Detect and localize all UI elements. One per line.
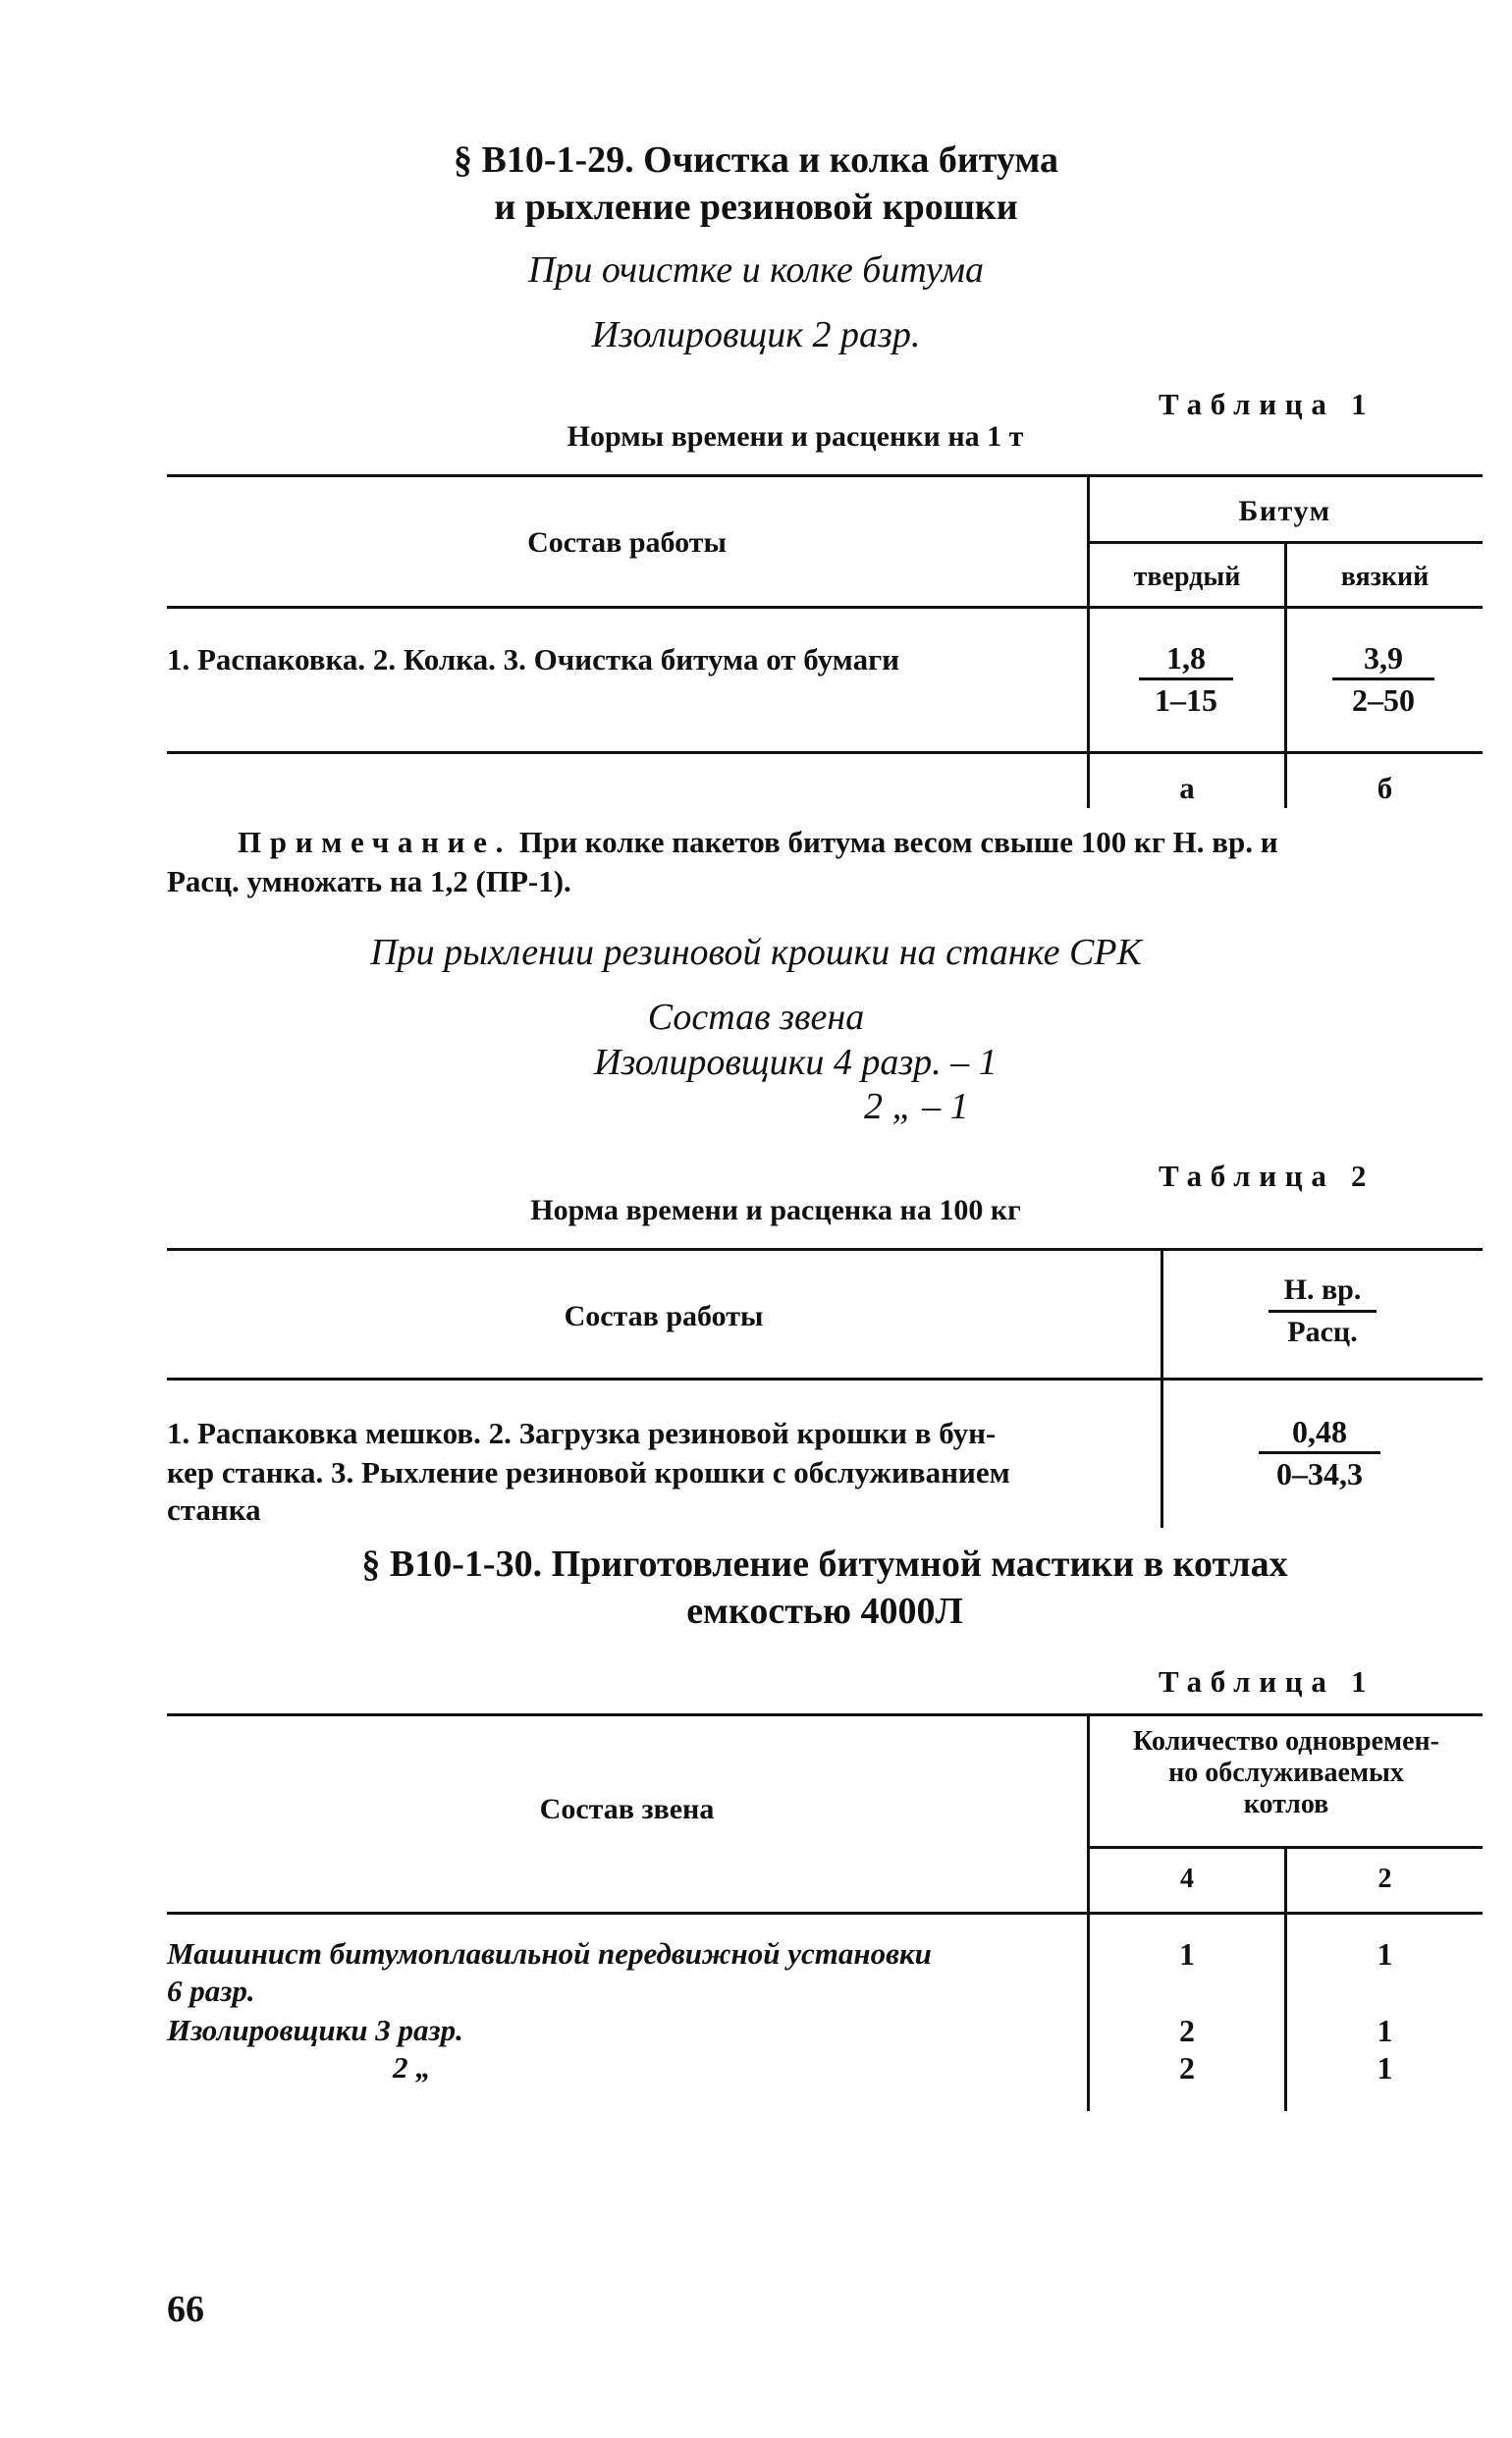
table3-header-rule	[167, 1912, 1483, 1915]
table1-index-a: а	[1179, 771, 1195, 805]
rate: 0–34,3	[1276, 1456, 1363, 1491]
table3-col-2: 2	[1377, 1864, 1392, 1894]
table3-row3: 2 „	[393, 2050, 431, 2085]
section-30-title-line1: § В10-1-30. Приготовление битумной мастики в котлах	[361, 1544, 1288, 1585]
table1-col-viscous: вязкий	[1340, 562, 1430, 592]
section-29-title-line1: § В10-1-29. Очистка и колка битума	[454, 139, 1058, 181]
rate: 1–15	[1155, 682, 1217, 718]
table1-index-b: б	[1377, 771, 1393, 805]
table3-col-boilers	[1090, 1726, 1483, 1820]
col-boilers-line1: Количество одновремен-	[1133, 1726, 1439, 1757]
note-heading: Примечание.	[238, 825, 513, 859]
table3-row3-val4: 2	[1179, 2050, 1195, 2086]
table1-caption: Нормы времени и расценки на 1 т	[567, 420, 1024, 453]
table3-row3-val2: 1	[1377, 2050, 1393, 2086]
table2-caption: Норма времени и расценка на 100 кг	[530, 1194, 1021, 1226]
fraction-bar	[1259, 1451, 1380, 1454]
table2-row-line2: кер станка. 3. Рыхление резиновой крошки с обслуживанием	[167, 1455, 1010, 1490]
col-boilers-line3: котлов	[1243, 1789, 1329, 1819]
table1-label: Таблица 1	[1159, 387, 1376, 421]
crew-line2: 2 „ – 1	[864, 1086, 969, 1127]
norm-time: 1,8	[1166, 640, 1206, 676]
rate: 2–50	[1352, 682, 1415, 718]
page-number: 66	[167, 2289, 204, 2330]
table2-row-line3: станка	[167, 1492, 261, 1527]
section-29-worker: Изолировщик 2 разр.	[591, 314, 921, 355]
table2-col-work: Состав работы	[564, 1300, 764, 1332]
table1-bottom-rule	[167, 751, 1483, 754]
fraction-bar	[1332, 677, 1434, 680]
table3-row2-val4: 2	[1179, 2013, 1195, 2048]
table2-vrule	[1161, 1248, 1163, 1528]
fraction-bar	[1139, 677, 1233, 680]
table3-row1-val2: 1	[1377, 1936, 1393, 1972]
col-rate: Расц.	[1287, 1316, 1358, 1348]
table3-row2: Изолировщики 3 разр.	[167, 2013, 463, 2047]
table1-col-solid: твердый	[1133, 562, 1241, 592]
table2-label: Таблица 2	[1159, 1159, 1376, 1193]
crew-title: Состав звена	[647, 997, 865, 1038]
table3-label: Таблица 1	[1159, 1664, 1376, 1699]
note-line2: Расц. умножать на 1,2 (ПР-1).	[167, 864, 571, 898]
table2-value	[1259, 1414, 1380, 1491]
table2-header-rule	[167, 1378, 1483, 1381]
norm-time: 3,9	[1364, 640, 1403, 676]
section-29-title-line2: и рыхление резиновой крошки	[494, 187, 1018, 228]
table1-col-bitumen: Битум	[1238, 495, 1331, 527]
table3-row2-val2: 1	[1377, 2013, 1393, 2048]
crumb-subtitle: При рыхлении резиновой крошки на станке СРК	[370, 932, 1142, 973]
section-29-subtitle: При очистке и колке битума	[527, 249, 984, 291]
table3-row1-line1: Машинист битумоплавильной передвижной установки	[167, 1936, 932, 1971]
table3-row1-val4: 1	[1179, 1936, 1195, 1972]
table1-row-work: 1. Распаковка. 2. Колка. 3. Очистка битума от бумаги	[167, 642, 900, 677]
table1-value-viscous	[1332, 640, 1434, 718]
table2-col-norm	[1269, 1273, 1377, 1350]
crew-line1: Изолировщики 4 разр. – 1	[594, 1042, 998, 1083]
col-norm-time: Н. вр.	[1283, 1273, 1362, 1306]
col-boilers-line2: но обслуживаемых	[1168, 1758, 1404, 1788]
note-line1	[238, 825, 1485, 860]
table3-top-rule	[167, 1713, 1483, 1716]
table1-header-rule	[167, 606, 1483, 609]
fraction-bar	[1269, 1310, 1377, 1313]
table3-col-4: 4	[1180, 1864, 1194, 1894]
table1-top-rule	[167, 474, 1483, 477]
note-text: При колке пакетов битума весом свыше 100 кг Н. вр. и	[518, 825, 1278, 859]
table2-top-rule	[167, 1248, 1483, 1251]
table3-col-crew: Состав звена	[539, 1793, 715, 1825]
section-30-title-line2: емкостью 4000Л	[686, 1591, 963, 1632]
table1-value-solid	[1139, 640, 1233, 718]
table1-col-work: Состав работы	[527, 526, 727, 559]
norm-time: 0,48	[1292, 1414, 1347, 1449]
table2-row-line1: 1. Распаковка мешков. 2. Загрузка резиновой крошки в бун-	[167, 1416, 997, 1450]
table3-row1-line2: 6 разр.	[167, 1974, 255, 2008]
